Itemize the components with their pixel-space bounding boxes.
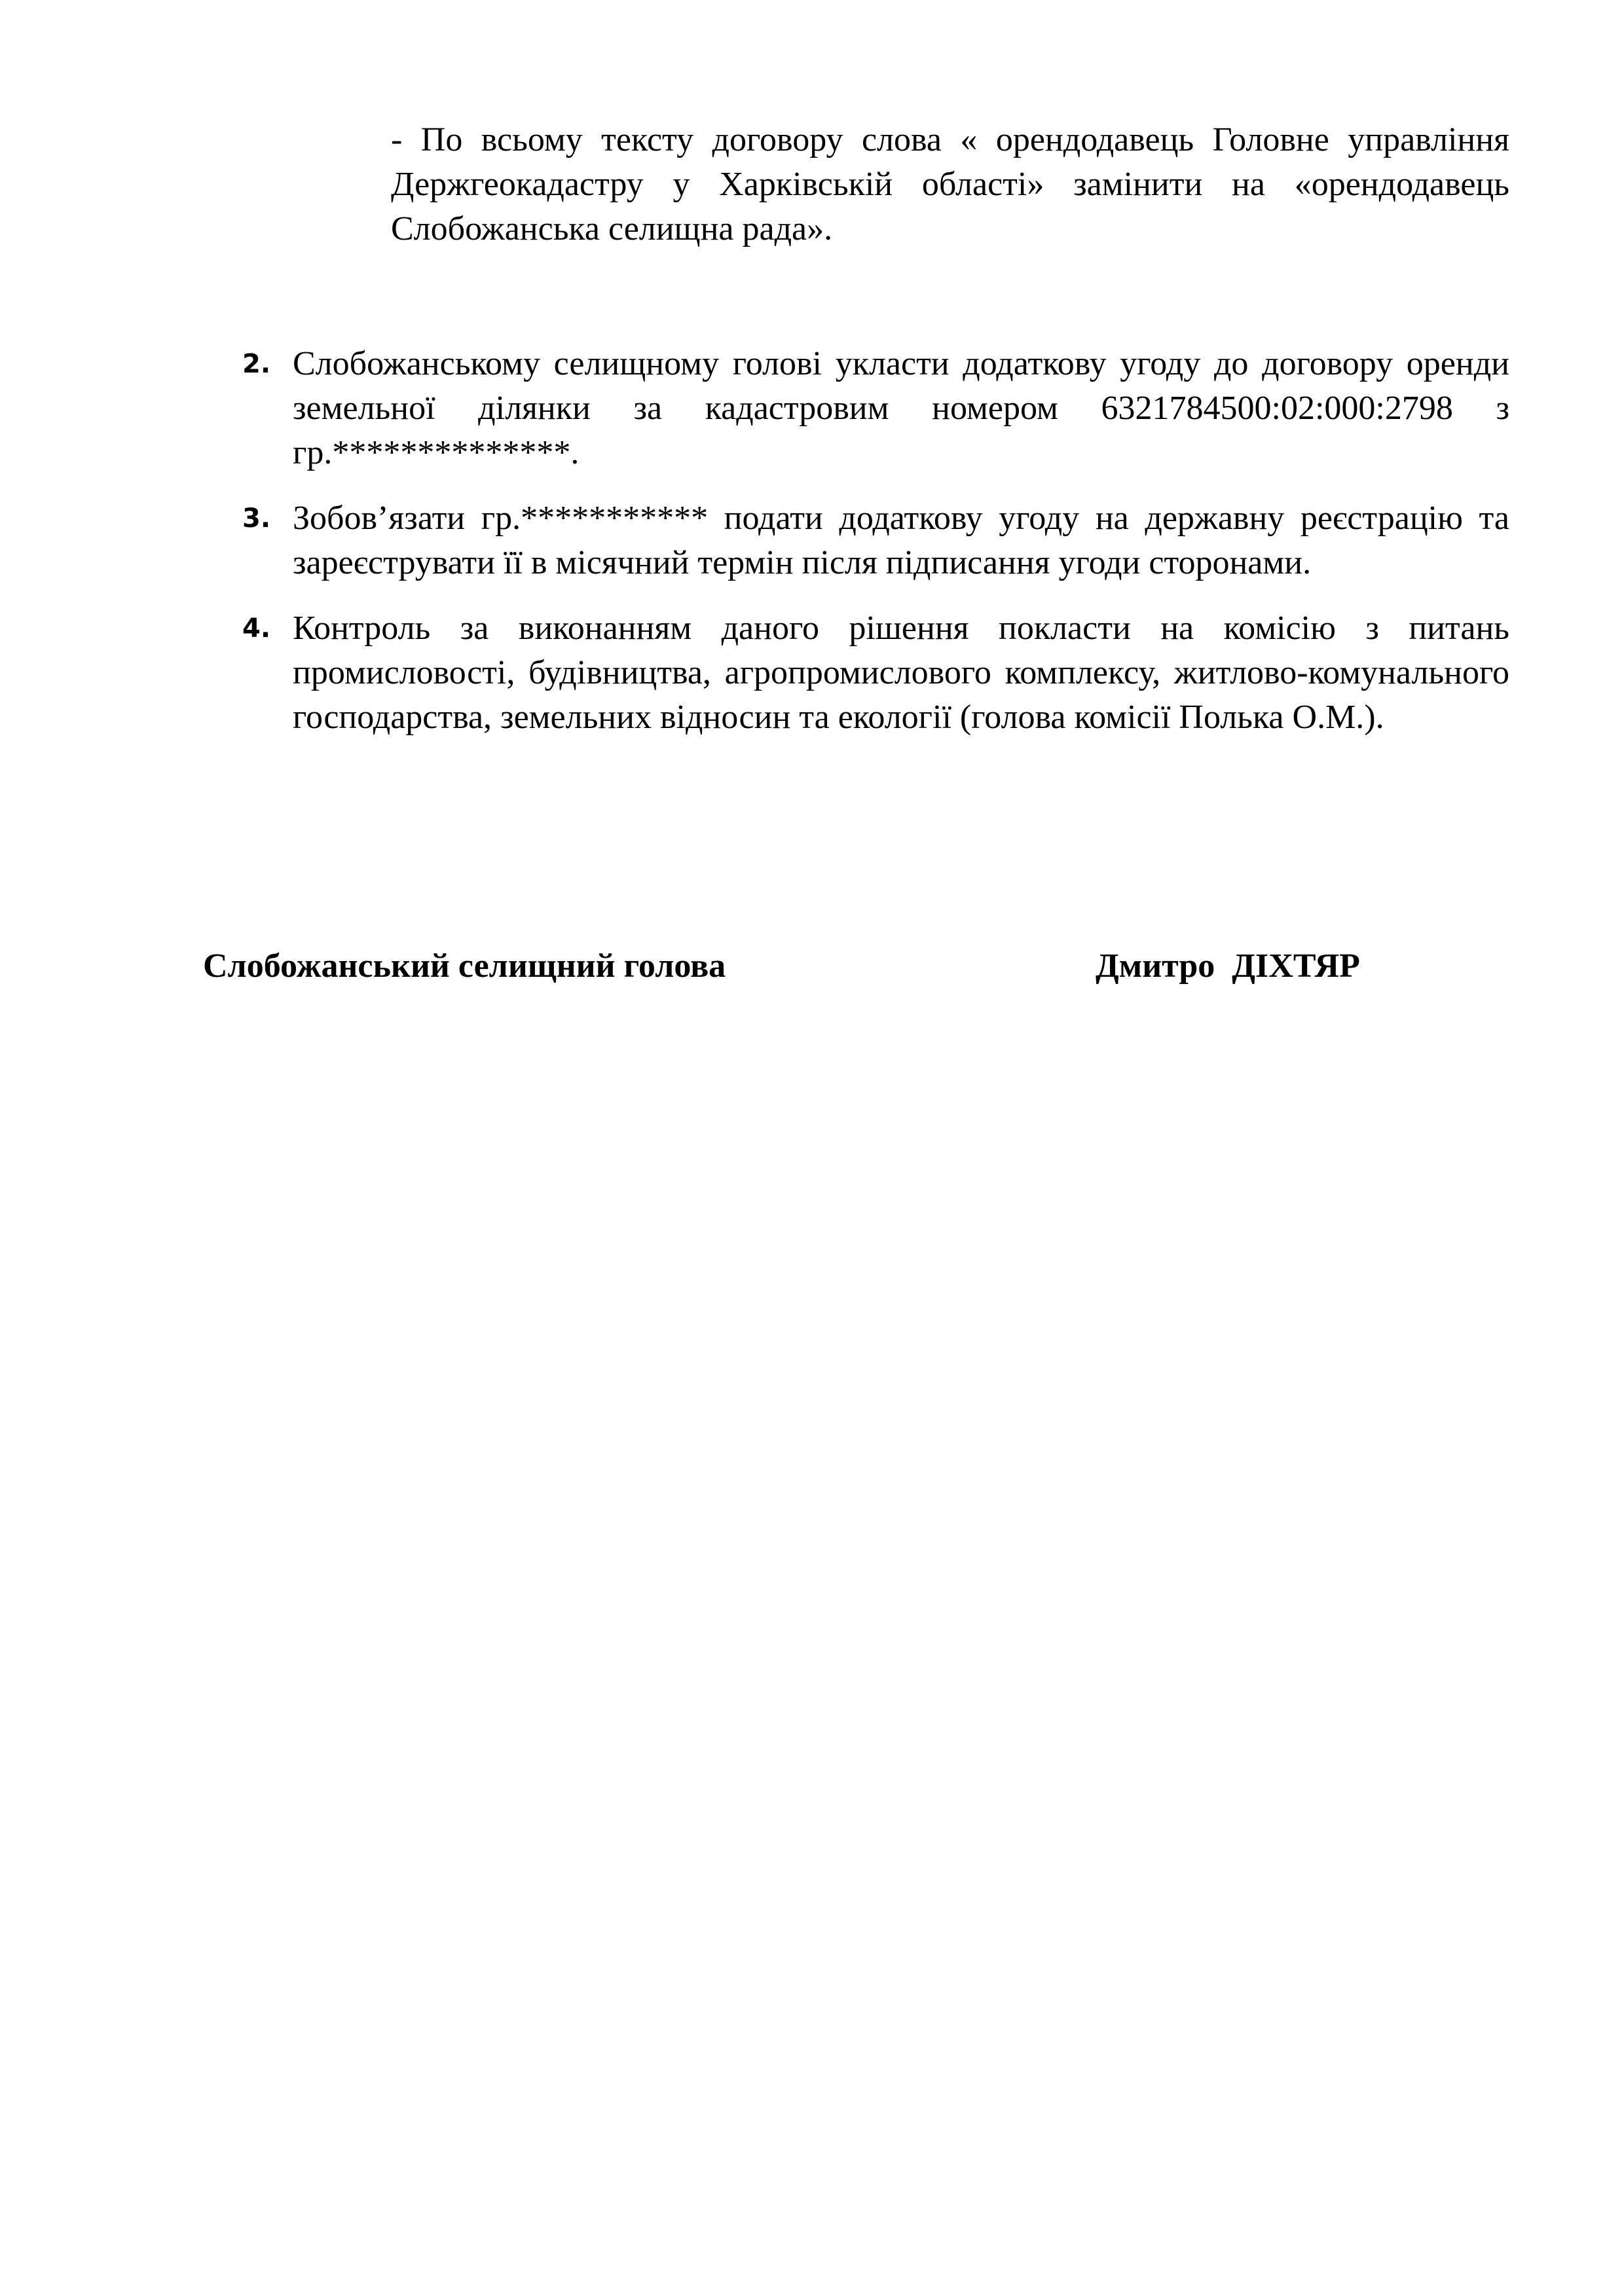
- signature-name: Дмитро ДІХТЯР: [1096, 947, 1360, 985]
- signature-title: Слобожанський селищний голова: [203, 947, 726, 985]
- intro-section: [391, 118, 1509, 251]
- list-item: [196, 342, 1509, 475]
- list-item-number: 3.: [242, 503, 271, 534]
- list-item-text: Зобов’язати гр.*********** подати додаткову угоду на державну реєстрацію та зареєструвати її в місячний термін після підписання угоди сторонами.: [293, 500, 1509, 581]
- list-item-number: 4.: [242, 613, 271, 644]
- list-item: [196, 606, 1509, 740]
- numbered-list: [196, 342, 1509, 740]
- signature-block: [203, 944, 1395, 996]
- intro-paragraph: - По всьому тексту договору слова « орендодавець Головне управління Держгеокадастру у Харківській області» замінити на «орендодавець Слобожанська селищна рада».: [391, 121, 1509, 247]
- list-item-text: Контроль за виконанням даного рішення покласти на комісію з питань промисловості, будівництва, агропромислового комплексу, житлово-комунального господарства, земельних відносин та екології (голова комісії Полька О.М.).: [293, 610, 1509, 736]
- list-item: [196, 496, 1509, 585]
- list-item-text: Слобожанському селищному голові укласти додаткову угоду до договору оренди земельної ділянки за кадастровим номером 6321784500:02:000:2798 з гр.**************.: [293, 345, 1509, 471]
- list-item-number: 2.: [242, 349, 271, 379]
